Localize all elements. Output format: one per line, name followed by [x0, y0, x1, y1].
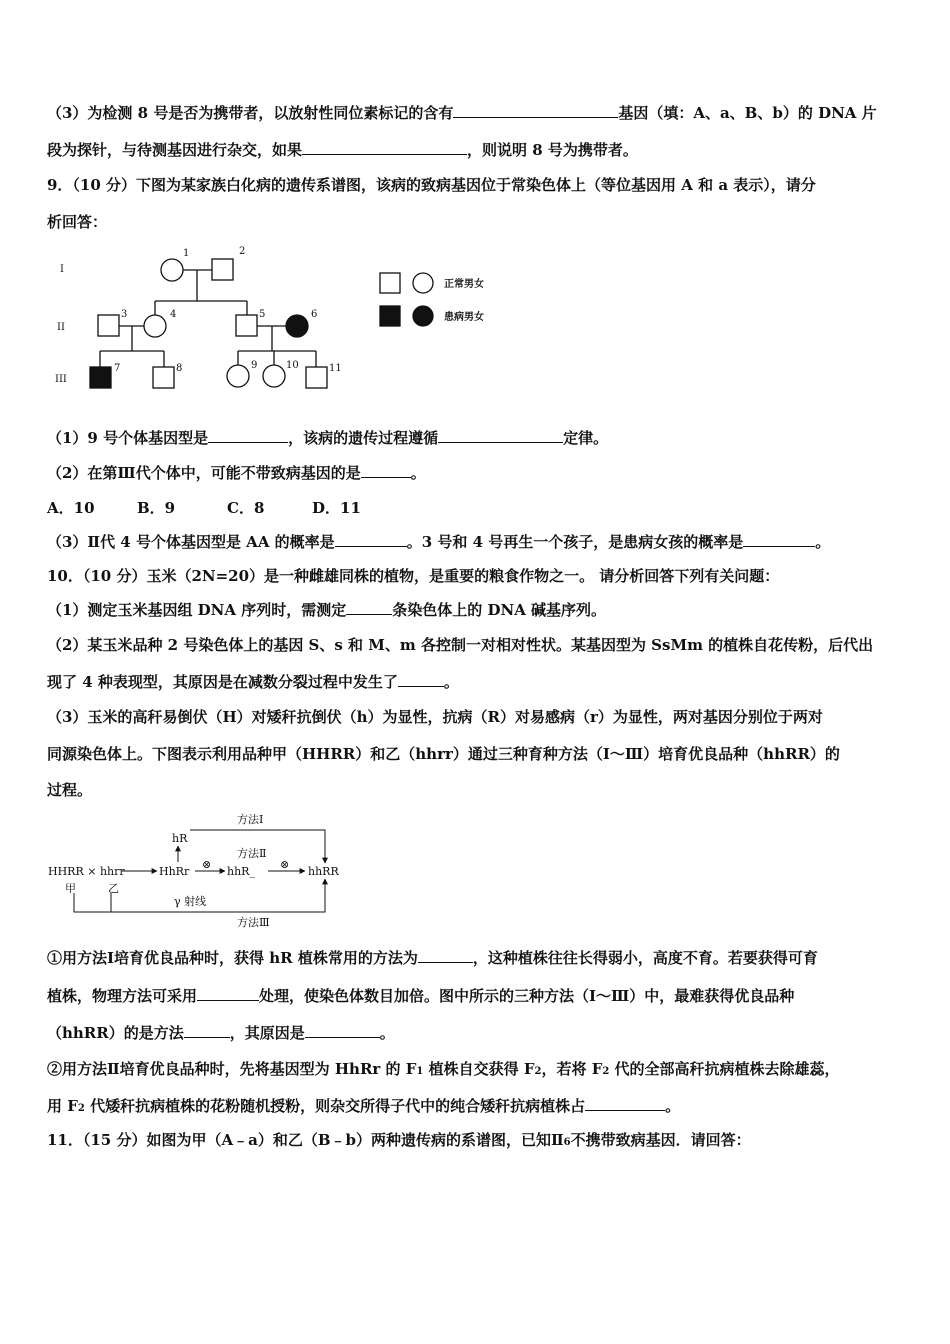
q10-sub2-line1: （2）某玉米品种 2 号染色体上的基因 S、s 和 M、m 各控制一对相对性状。某基因型为 SsMm 的植株自花传粉，后代出: [47, 636, 874, 654]
q10-sub2-line2: 现了 4 种表现型，其原因是在减数分裂过程中发生了 。: [47, 673, 459, 691]
num-10: 10: [286, 360, 299, 371]
num-11: 11: [329, 363, 342, 374]
legend-normal-label: 正常男女: [444, 279, 484, 290]
num-2: 2: [239, 246, 246, 257]
breeding-diagram: [40, 808, 360, 933]
q9-options: [47, 498, 907, 518]
answer-blank[interactable]: [302, 140, 467, 155]
parent-jia: 甲: [65, 882, 76, 895]
gen-label-ii: II: [57, 322, 65, 333]
option-c[interactable]: C．8: [227, 499, 265, 517]
answer-blank[interactable]: [418, 948, 473, 963]
answer-blank[interactable]: [585, 1096, 665, 1111]
q9-intro-line2: 析回答：: [47, 213, 108, 231]
individual-6: [286, 315, 308, 337]
answer-blank[interactable]: [184, 1023, 230, 1038]
method1-label: 方法Ⅰ: [237, 813, 264, 826]
q10-c2-line1: ②用方法Ⅱ培育优良品种时，先将基因型为 HhRr 的 F1 植株自交获得 F2，若将 F2 代的全部高秆抗病植株去除雄蕊，: [47, 1060, 840, 1078]
haploid-hr: hR: [172, 832, 188, 845]
num-4: 4: [170, 309, 177, 320]
num-7: 7: [114, 363, 121, 374]
gen-label-iii: III: [55, 374, 67, 385]
legend-normal-male: [380, 273, 400, 293]
answer-blank[interactable]: [208, 428, 288, 443]
answer-blank[interactable]: [197, 986, 259, 1001]
q9-intro-line1: 9．（10 分）下图为某家族白化病的遗传系谱图，该病的致病基因位于常染色体上（等位基因用 A 和 a 表示），请分: [47, 176, 816, 194]
answer-blank[interactable]: [398, 672, 444, 687]
answer-blank[interactable]: [361, 463, 411, 478]
individual-3: [98, 315, 119, 336]
legend-normal-female: [413, 273, 433, 293]
f1-genotype: HhRr: [159, 865, 190, 878]
q10-intro: 10．（10 分）玉米（2N=20）是一种雌雄同株的植物，是重要的粮食作物之一。 请分析回答下列有关问题：: [47, 567, 780, 585]
answer-blank[interactable]: [743, 532, 815, 547]
target-hhrr: hhRR: [308, 865, 339, 878]
parent-yi: 乙: [108, 882, 119, 895]
q9-sub3: （3）Ⅱ代 4 号个体基因型是 AA 的概率是 。3 号和 4 号再生一个孩子，是患病女孩的概率是 。: [47, 533, 831, 551]
individual-10: [263, 365, 285, 387]
gen-label-i: I: [60, 264, 64, 275]
legend-affected-female: [413, 306, 433, 326]
q10-sub3-line3: 过程。: [47, 781, 93, 799]
answer-blank[interactable]: [438, 428, 563, 443]
q10-c1-line1: ①用方法Ⅰ培育优良品种时，获得 hR 植株常用的方法为 ，这种植株往往长得弱小，高度不育。若要获得可育: [47, 949, 818, 967]
pedigree-chart: [40, 240, 520, 400]
selfing-symbol-1: ⊗: [202, 858, 212, 871]
q10-sub3-line2: 同源染色体上。下图表示利用品种甲（HHRR）和乙（hhrr）通过三种育种方法（Ⅰ～Ⅲ）培育优良品种（hhRR）的: [47, 745, 840, 763]
q9-sub1: （1）9 号个体基因型是 ，该病的遗传过程遵循 定律。: [47, 429, 609, 447]
selfing-symbol-2: ⊗: [280, 858, 290, 871]
legend-affected-label: 患病男女: [444, 312, 484, 323]
legend-affected-male: [380, 306, 400, 326]
individual-9: [227, 365, 249, 387]
num-1: 1: [183, 248, 190, 259]
intermediate-hhr: hhR_: [227, 865, 255, 878]
q8-part3-line2: 段为探针，与待测基因进行杂交，如果 ，则说明 8 号为携带者。: [47, 141, 638, 159]
method2-label: 方法Ⅱ: [237, 847, 267, 860]
q10-sub3-line1: （3）玉米的高秆易倒伏（H）对矮秆抗倒伏（h）为显性，抗病（R）对易感病（r）为显性，两对基因分别位于两对: [47, 708, 823, 726]
option-d[interactable]: D．11: [312, 499, 361, 517]
answer-blank[interactable]: [335, 532, 407, 547]
num-6: 6: [311, 309, 318, 320]
num-3: 3: [121, 309, 128, 320]
num-8: 8: [176, 363, 183, 374]
method3-label: 方法Ⅲ: [237, 916, 270, 929]
num-5: 5: [259, 309, 266, 320]
q10-c1-line2: 植株，物理方法可采用 处理，使染色体数目加倍。图中所示的三种方法（Ⅰ～Ⅲ）中，最难获得优良品种: [47, 987, 795, 1005]
q9-sub2: （2）在第Ⅲ代个体中，可能不带致病基因的是 。: [47, 464, 426, 482]
individual-5: [236, 315, 257, 336]
option-a[interactable]: A．10: [47, 499, 95, 517]
individual-8: [153, 367, 174, 388]
q10-c1-line3: （hhRR）的是方法 ，其原因是 。: [47, 1024, 395, 1042]
q8-part3-line1: （3）为检测 8 号是否为携带者，以放射性同位素标记的含有 基因（填：A、a、B、b）的 DNA 片: [47, 104, 877, 122]
parents-cross: HHRR × hhrr: [48, 865, 125, 878]
individual-7: [90, 367, 111, 388]
answer-blank[interactable]: [305, 1023, 380, 1038]
answer-blank[interactable]: [346, 600, 392, 615]
individual-2: [212, 259, 233, 280]
gamma-ray-label: γ 射线: [174, 895, 207, 908]
q10-c2-line2: 用 F2 代矮秆抗病植株的花粉随机授粉，则杂交所得子代中的纯合矮秆抗病植株占 。: [47, 1097, 681, 1115]
individual-11: [306, 367, 327, 388]
individual-4: [144, 315, 166, 337]
num-9: 9: [251, 360, 258, 371]
answer-blank[interactable]: [453, 103, 618, 118]
q11-intro: 11．（15 分）如图为甲（A﹣a）和乙（B﹣b）两种遗传病的系谱图，已知Ⅱ6不携带致病基因．请回答：: [47, 1131, 751, 1149]
option-b[interactable]: B．9: [137, 499, 176, 517]
individual-1: [161, 259, 183, 281]
q10-sub1: （1）测定玉米基因组 DNA 序列时，需测定 条染色体上的 DNA 碱基序列。: [47, 601, 607, 619]
